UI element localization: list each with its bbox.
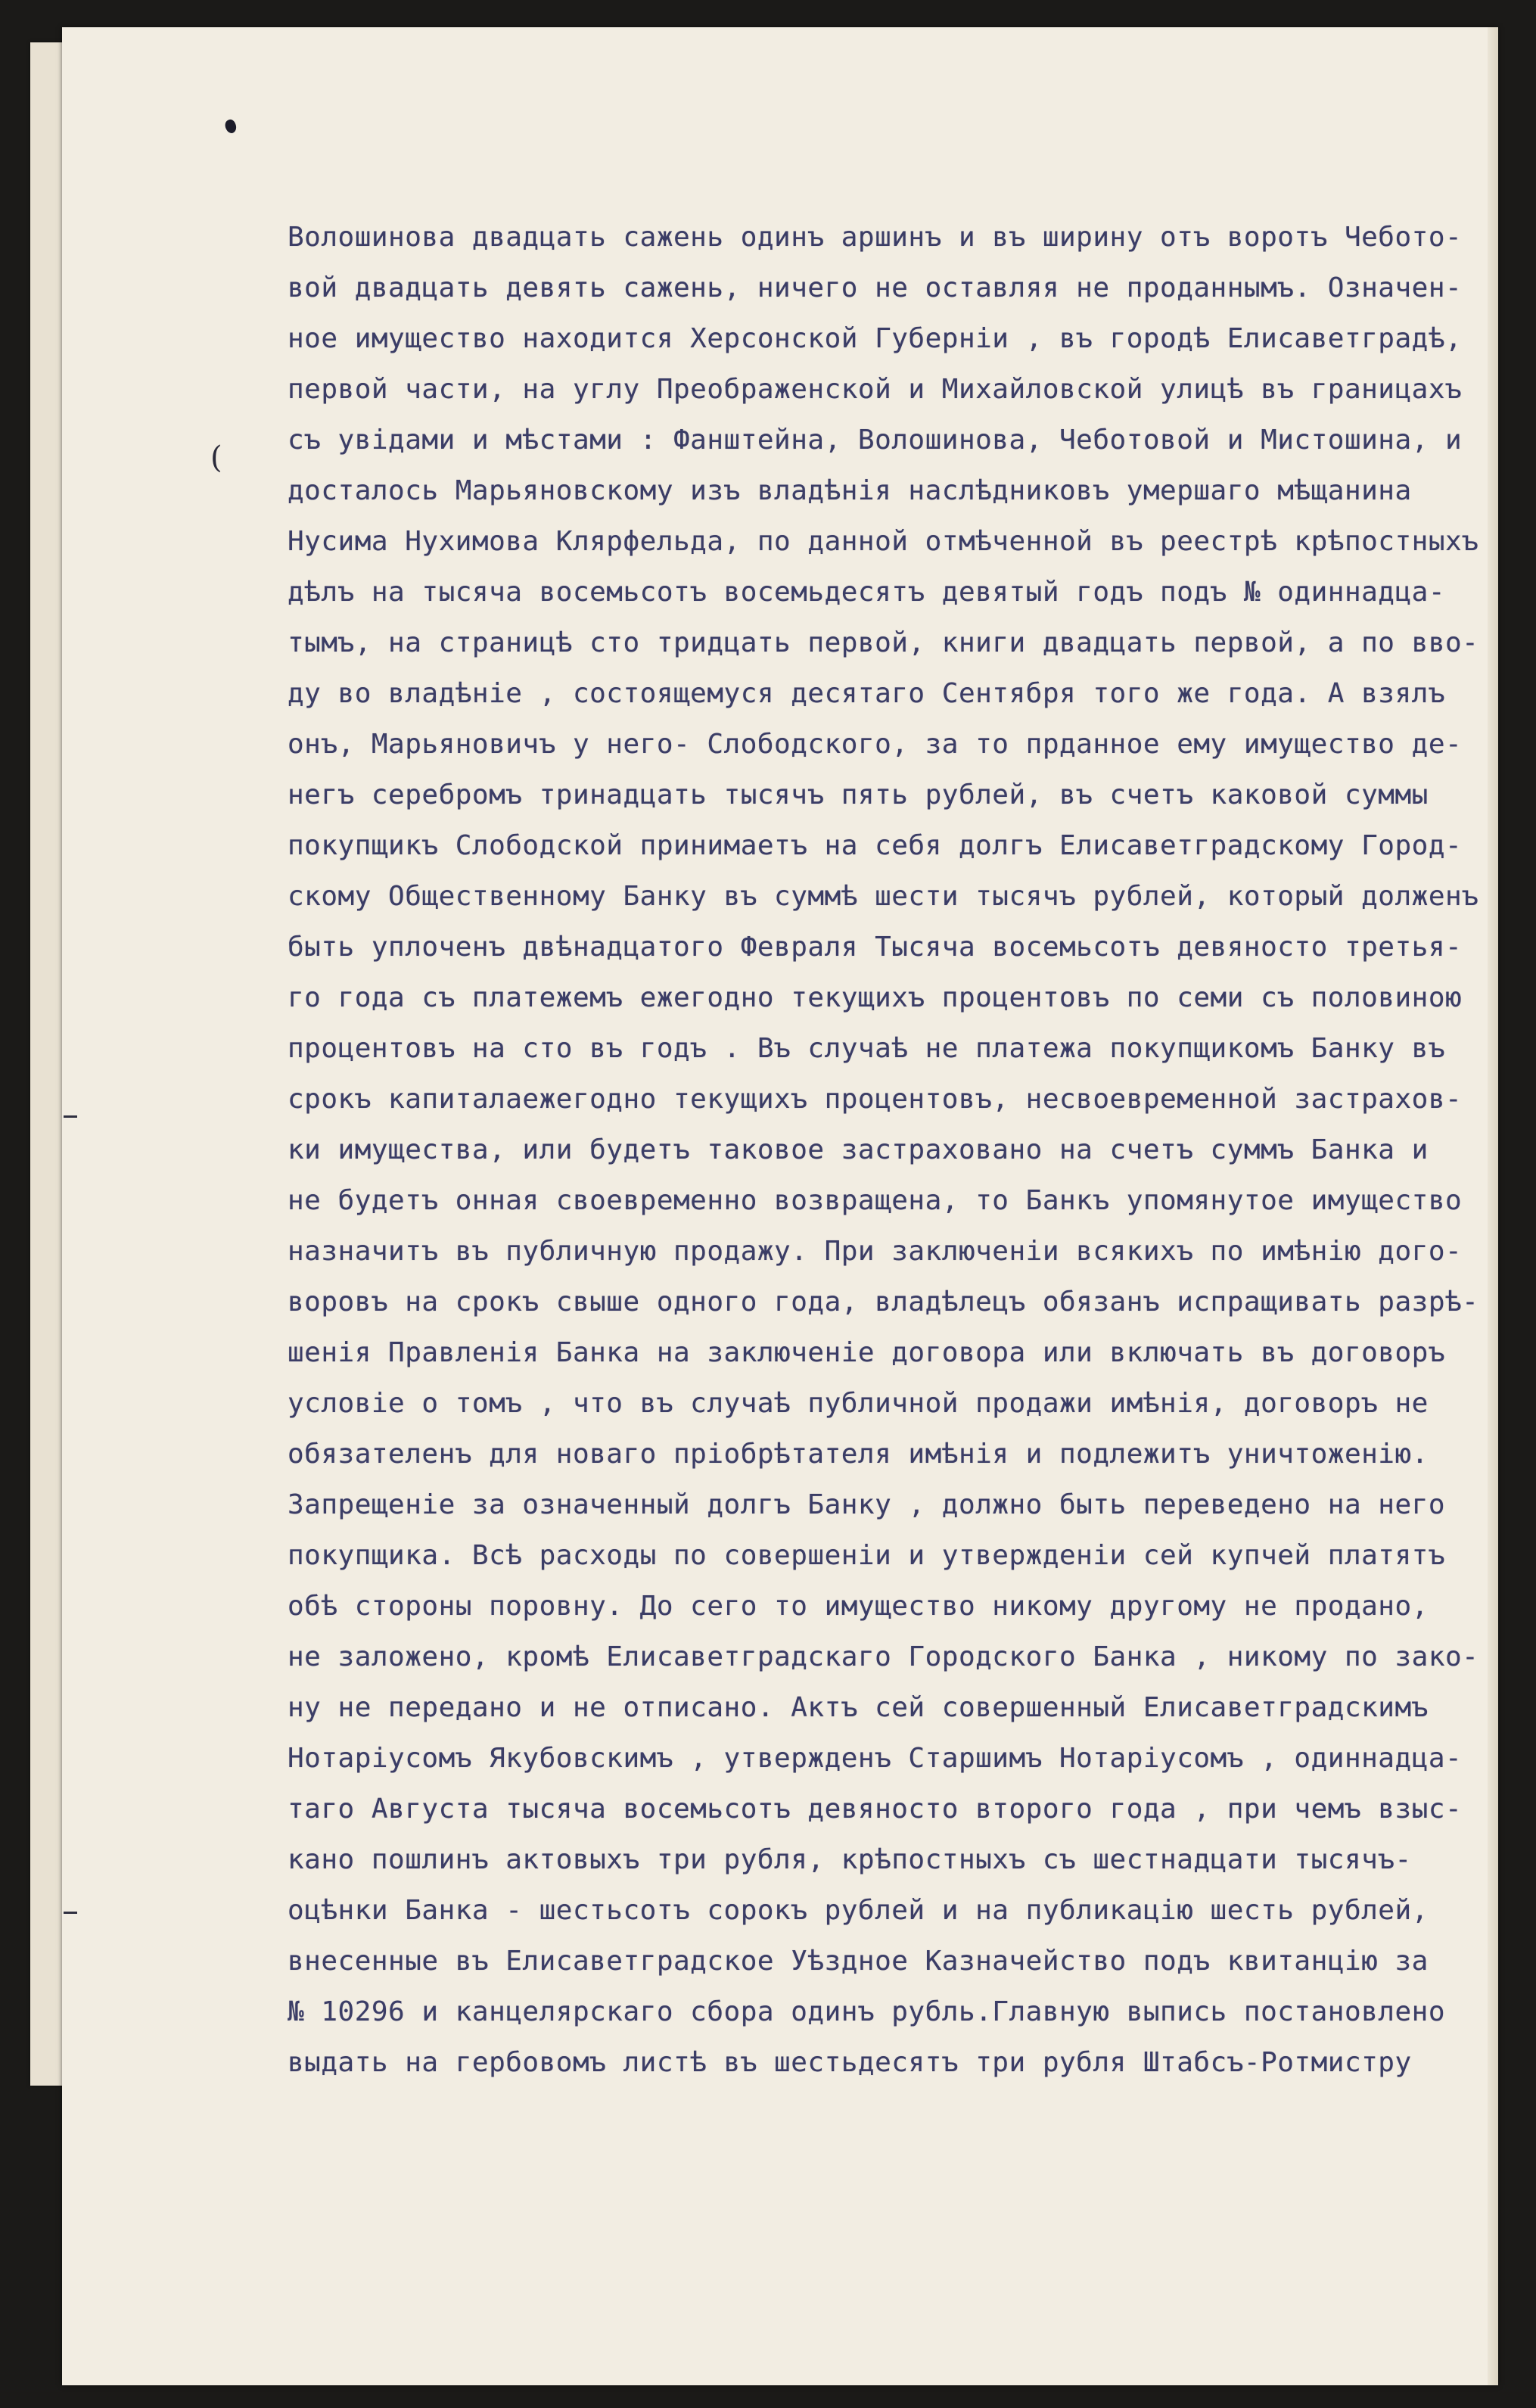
margin-tick (64, 1912, 77, 1914)
text-line: ное имущество находится Херсонской Губерніи , въ городѣ Елисаветградѣ, (288, 323, 1463, 354)
text-line: шенія Правленія Банка на заключеніе договора или включать въ договоръ (288, 1337, 1445, 1368)
text-line: кано пошлинъ актовыхъ три рубля, крѣпостныхъ съ шестнадцати тысячъ- (288, 1844, 1412, 1875)
text-line: процентовъ на сто въ годъ . Въ случаѣ не платежа покупщикомъ Банку въ (288, 1033, 1445, 1064)
text-line: досталось Марьяновскому изъ владѣнія наслѣдниковъ умершаго мѣщанина (288, 475, 1412, 506)
text-line: первой части, на углу Преображенской и Михайловской улицѣ въ границахъ (288, 374, 1463, 405)
typed-text-body (288, 212, 1498, 2088)
text-line: быть уплоченъ двѣнадцатого Февраля Тысяча восемьсотъ девяносто третья- (288, 932, 1463, 963)
text-line: ну не передано и не отписано. Актъ сей совершенный Елисаветградскимъ (288, 1692, 1429, 1723)
text-line: ки имущества, или будетъ таковое застраховано на счетъ суммъ Банка и (288, 1134, 1429, 1165)
document-page (62, 27, 1498, 2385)
text-line: негъ серебромъ тринадцать тысячъ пять рублей, въ счетъ каковой суммы (288, 779, 1429, 810)
margin-tick (64, 1115, 77, 1118)
text-line: Нусима Нухимова Клярфельда, по данной отмѣченной въ реестрѣ крѣпостныхъ (288, 526, 1479, 557)
text-line: не будетъ онная своевременно возвращена, то Банкъ упомянутое имущество (288, 1185, 1463, 1216)
text-line: покупщикъ Слободской принимаетъ на себя долгъ Елисаветградскому Город- (288, 830, 1463, 861)
text-line: съ увідами и мѣстами : Фанштейна, Волошинова, Чеботовой и Мистошина, и (288, 425, 1463, 456)
text-line: вой двадцать девять сажень, ничего не оставляя не проданнымъ. Означен- (288, 272, 1463, 303)
text-line: воровъ на срокъ свыше одного года, владѣлецъ обязанъ испращивать разрѣ- (288, 1286, 1479, 1318)
text-line: обѣ стороны поровну. До сего то имущество никому другому не продано, (288, 1591, 1429, 1622)
text-line: внесенные въ Елисаветградское Уѣздное Казначейство подъ квитанцію за (288, 1946, 1429, 1977)
text-line: назначитъ въ публичную продажу. При заключеніи всякихъ по имѣнію дого- (288, 1236, 1463, 1267)
text-line: таго Августа тысяча восемьсотъ девяносто второго года , при чемъ взыс- (288, 1794, 1463, 1825)
text-line: покупщика. Всѣ расходы по совершеніи и утвержденіи сей купчей платятъ (288, 1540, 1445, 1571)
text-line: Нотаріусомъ Якубовскимъ , утвержденъ Старшимъ Нотаріусомъ , одиннадца- (288, 1743, 1463, 1774)
text-line: выдать на гербовомъ листѣ въ шестьдесятъ три рубля Штабсъ-Ротмистру (288, 2047, 1412, 2078)
text-line: № 10296 и канцелярскаго сбора одинъ рубль.Главную выпись постановлено (288, 1996, 1445, 2027)
text-line: оцѣнки Банка - шестьсотъ сорокъ рублей и на публикацію шесть рублей, (288, 1895, 1429, 1926)
text-line: условіе о томъ , что въ случаѣ публичной продажи имѣнія, договоръ не (288, 1388, 1429, 1419)
text-line: дѣлъ на тысяча восемьсотъ восемьдесятъ девятый годъ подъ № одиннадца- (288, 577, 1445, 608)
text-line: го года съ платежемъ ежегодно текущихъ процентовъ по семи съ половиною (288, 982, 1463, 1013)
text-line: Волошинова двадцать сажень одинъ аршинъ и въ ширину отъ воротъ Чебото- (288, 222, 1463, 253)
text-line: не заложено, кромѣ Елисаветградскаго Городского Банка , никому по зако- (288, 1641, 1479, 1672)
ink-blot (223, 118, 238, 135)
text-line: онъ, Марьяновичъ у него- Слободского, за то прданное ему имущество де- (288, 729, 1463, 760)
text-line: ду во владѣніе , состоящемуся десятаго Сентября того же года. А взялъ (288, 678, 1445, 709)
text-line: обязателенъ для новаго пріобрѣтателя имѣнія и подлежитъ уничтоженію. (288, 1439, 1429, 1470)
margin-mark: ( (210, 440, 222, 475)
text-line: скому Общественному Банку въ суммѣ шести тысячъ рублей, который долженъ (288, 881, 1479, 912)
text-line: Запрещеніе за означенный долгъ Банку , должно быть переведено на него (288, 1489, 1445, 1520)
text-line: тымъ, на страницѣ сто тридцать первой, книги двадцать первой, а по вво- (288, 627, 1479, 658)
text-line: срокъ капиталаежегодно текущихъ процентовъ, несвоевременной застрахов- (288, 1084, 1463, 1115)
